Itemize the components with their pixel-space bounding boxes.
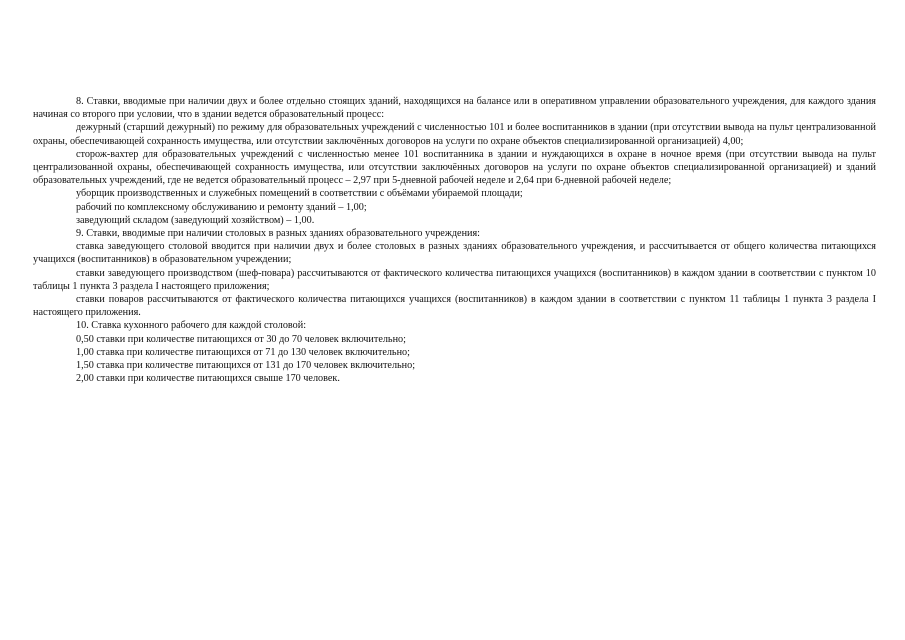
paragraph-watchman: сторож-вахтер для образовательных учреждений с численностью менее 101 воспитанника в здании и нуждающихся в охране в ночное время (при отсутствии вывода на пульт централизованной охраны, обеспечивающей сохранность имущества, или отсутствии заключённых договоров на услуги по охране объектов специализированной организацией) и зданий образовательных учреждений, где не ведется образовательный процесс – 2,97 при 5-дневной рабочей неделе и 2,64 при 6-дневной рабочей неделе; <box>33 148 876 187</box>
paragraph-chef: ставки заведующего производством (шеф-повара) рассчитываются от фактического количества питающихся учащихся (воспитанников) в каждом здании в соответствии с пунктом 10 таблицы 1 пункта 3 раздела I настоящего приложения; <box>33 267 876 292</box>
paragraph-duty-officer: дежурный (старший дежурный) по режиму для образовательных учреждений с численностью 101 и более воспитанников в здании (при отсутствии вывода на пульт централизованной охраны, обеспечивающей сохранность имущества, или отсутствии заключённых договоров на услуги по охране объектов специализированной организацией) 4,00; <box>33 122 876 147</box>
document-body <box>33 95 876 385</box>
paragraph-rate-0-50: 0,50 ставки при количестве питающихся от 30 до 70 человек включительно; <box>76 333 406 345</box>
paragraph-rate-2-00: 2,00 ставки при количестве питающихся свыше 170 человек. <box>76 373 340 385</box>
paragraph-cleaner: уборщик производственных и служебных помещений в соответствии с объёмами убираемой площади; <box>76 188 523 200</box>
paragraph-cooks: ставки поваров рассчитываются от фактического количества питающихся учащихся (воспитанников) в каждом здании в соответствии с пунктом 11 таблицы 1 пункта 3 раздела I настоящего приложения. <box>33 294 876 319</box>
paragraph-section-10-intro: 10. Ставка кухонного рабочего для каждой столовой: <box>76 320 307 332</box>
paragraph-warehouse-manager: заведующий складом (заведующий хозяйством) – 1,00. <box>76 214 315 226</box>
paragraph-rate-1-50: 1,50 ставка при количестве питающихся от 131 до 170 человек включительно; <box>76 360 416 372</box>
paragraph-section-8-intro: 8. Ставки, вводимые при наличии двух и более отдельно стоящих зданий, находящихся на балансе или в оперативном управлении образовательного учреждения, для каждого здания начиная со второго при условии, что в здании ведется образовательный процесс: <box>33 96 876 121</box>
paragraph-section-9-intro: 9. Ставки, вводимые при наличии столовых в разных зданиях образовательного учреждения: <box>76 228 480 240</box>
paragraph-maintenance-worker: рабочий по комплексному обслуживанию и ремонту зданий – 1,00; <box>76 201 367 213</box>
paragraph-rate-1-00: 1,00 ставка при количестве питающихся от 71 до 130 человек включительно; <box>76 346 410 358</box>
paragraph-canteen-manager: ставка заведующего столовой вводится при наличии двух и более столовых в разных зданиях образовательного учреждения, и рассчитывается от общего количества питающихся учащихся (воспитанников) в образовательном учреждении; <box>33 241 876 266</box>
